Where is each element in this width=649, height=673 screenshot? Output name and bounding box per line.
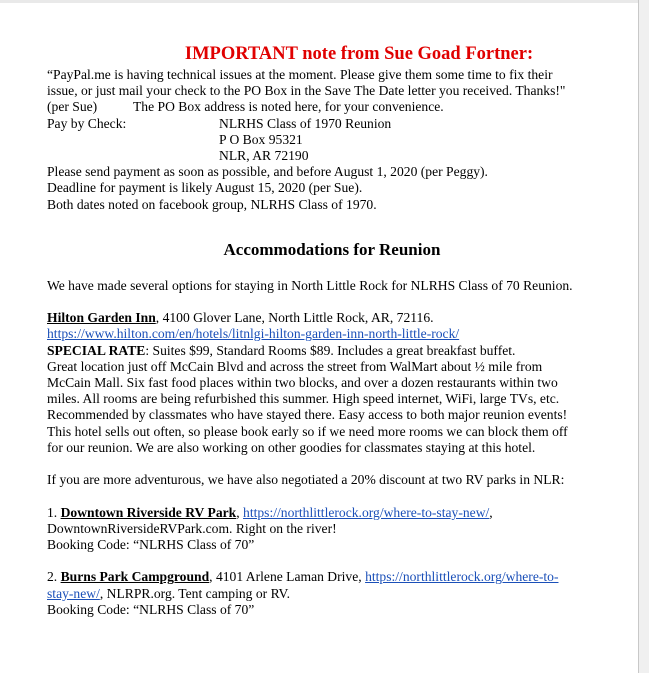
rv1-name: Downtown Riverside RV Park (60, 504, 237, 520)
rv2-address: , 4101 Arlene Laman Drive, (209, 569, 366, 585)
accommodations-intro: We have made several options for staying in North Little Rock for NLRHS Class of 70 Reunion. (47, 277, 573, 293)
hilton-desc-line-3: miles. All rooms are being refurbished this summer. High speed internet, WiFi, large TVs, etc. (47, 391, 560, 407)
special-rate-text: : Suites $99, Standard Rooms $89. Includes a great breakfast buffet. (145, 342, 516, 358)
rv1-line (47, 505, 617, 521)
hilton-line (47, 310, 617, 326)
check-po-box: P O Box 95321 (219, 131, 303, 147)
rv2-booking-code: Booking Code: “NLRHS Class of 70” (47, 601, 255, 617)
hilton-desc-line-1: Great location just off McCain Blvd and across the street from WalMart about ½ mile from (47, 358, 543, 374)
special-rate-label: SPECIAL RATE (47, 342, 146, 358)
pay-by-check-label: Pay by Check: (47, 115, 127, 131)
rv1-sep: , (236, 504, 244, 520)
check-city: NLR, AR 72190 (219, 148, 309, 164)
accommodations-heading: Accommodations for Reunion (223, 239, 441, 259)
per-sue-label: (per Sue) (47, 99, 98, 115)
rv1-line2: DowntownRiversideRVPark.com. Right on the river! (47, 520, 337, 536)
hilton-desc-line-4: Recommended by classmates who have stayed there. Easy access to both major reunion events! (47, 407, 568, 423)
payment-line-2: Deadline for payment is likely August 15, 2020 (per Sue). (47, 180, 363, 196)
hilton-link[interactable]: https://www.hilton.com/en/hotels/litnlgi-hilton-garden-inn-north-little-rock/ (47, 326, 460, 342)
important-note-title: IMPORTANT note from Sue Goad Fortner: (184, 44, 534, 64)
rv-intro: If you are more adventurous, we have also negotiated a 20% discount at two RV parks in NLR: (47, 472, 565, 488)
rv2-link-part1[interactable]: https://northlittlerock.org/where-to- (365, 569, 559, 585)
hilton-desc-line-2: McCain Mall. Six fast food places within two blocks, and over a dozen restaurants within two (47, 375, 558, 391)
rv1-link[interactable]: https://northlittlerock.org/where-to-stay-new/ (243, 504, 490, 520)
hilton-name: Hilton Garden Inn (47, 310, 156, 326)
payment-line-1: Please send payment as soon as possible, and before August 1, 2020 (per Peggy). (47, 164, 488, 180)
hilton-desc-line-5: This hotel sells out often, so please book early so if we need more rooms we can block them off (47, 423, 568, 439)
rv2-link-part2[interactable]: stay-new/ (47, 585, 100, 601)
pay-by-check-line (47, 116, 617, 132)
rv2-line2 (47, 586, 617, 602)
special-rate-line (47, 343, 617, 359)
rv1-booking-code: Booking Code: “NLRHS Class of 70” (47, 537, 255, 553)
rv1-number: 1. (47, 504, 61, 520)
hilton-address: , 4100 Glover Lane, North Little Rock, AR, 72116. (155, 310, 434, 326)
rv1-after-url: , (489, 504, 493, 520)
rv2-name: Burns Park Campground (60, 569, 210, 585)
rv2-line (47, 569, 617, 585)
paypal-note-line3 (47, 99, 617, 115)
hilton-desc-line-6: for our reunion. We are also working on other goodies for classmates staying at this hotel. (47, 439, 536, 455)
rv2-after-url: , NLRPR.org. Tent camping or RV. (99, 585, 291, 601)
paypal-note-line1: “PayPal.me is having technical issues at the moment. Please give them some time to fix their (47, 67, 553, 82)
payment-line-3: Both dates noted on facebook group, NLRHS Class of 1970. (47, 196, 377, 212)
hilton-url-line (47, 326, 617, 342)
document-content (47, 44, 617, 618)
window-right-edge (638, 0, 649, 673)
paypal-note-line2: issue, or just mail your check to the PO Box in the Save The Date letter you received. Thanks!" (47, 83, 566, 99)
check-payee: NLRHS Class of 1970 Reunion (219, 115, 392, 131)
rv2-number: 2. (47, 569, 61, 585)
po-box-note: The PO Box address is noted here, for your convenience. (133, 99, 444, 115)
page-top-edge (0, 0, 649, 3)
